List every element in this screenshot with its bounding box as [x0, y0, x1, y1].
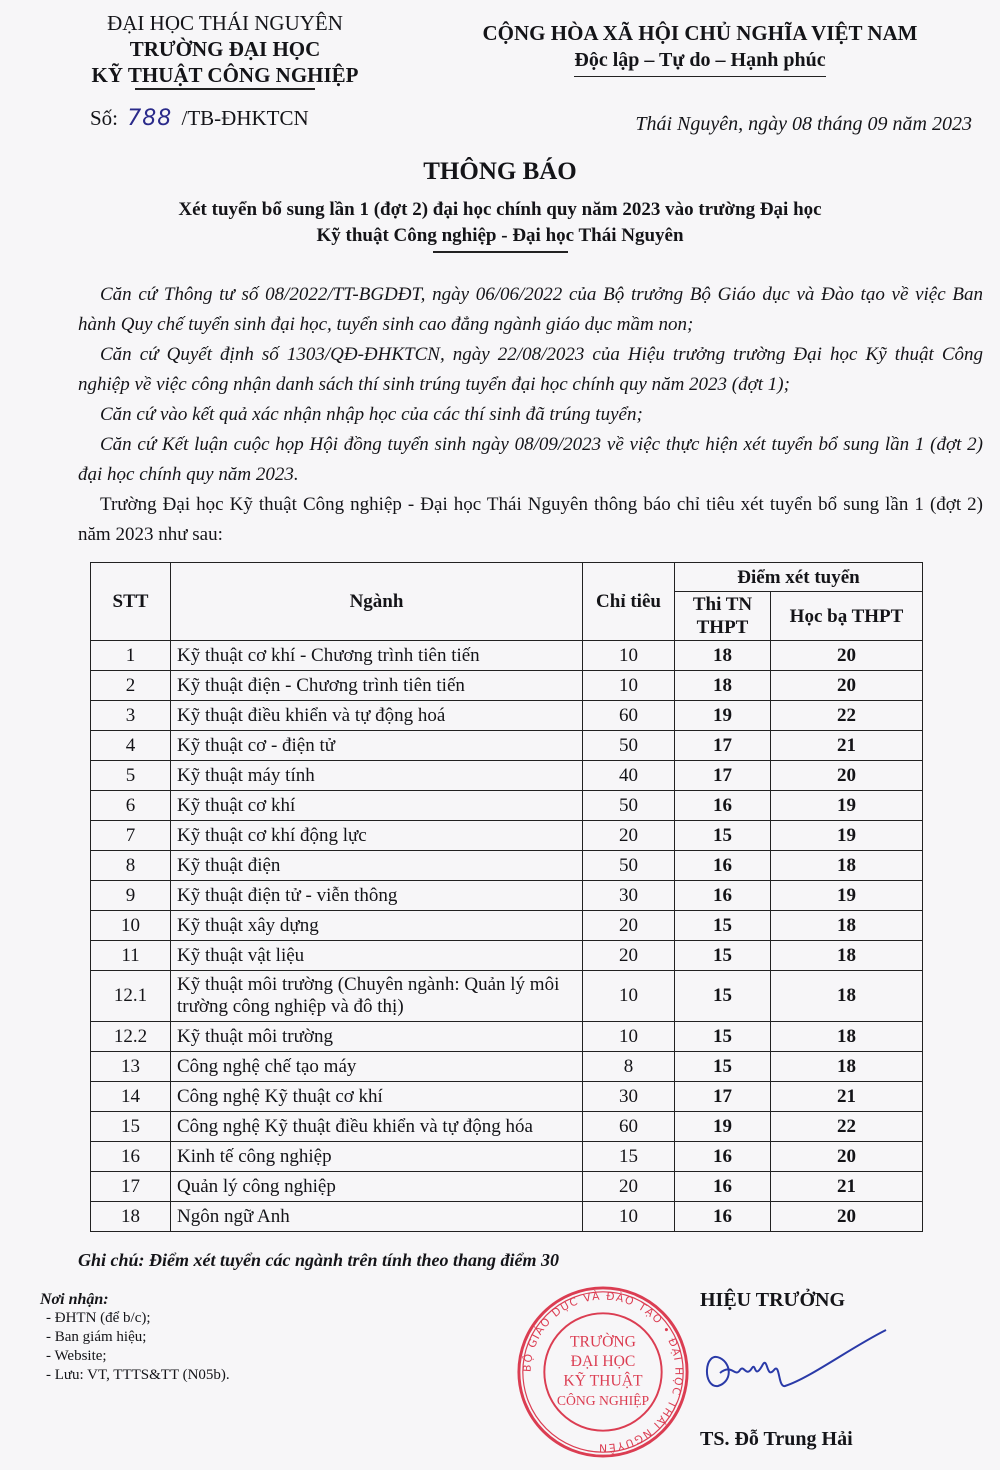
- cell-thi-tn: 16: [675, 1142, 771, 1172]
- signatory-name: TS. Đỗ Trung Hải: [700, 1428, 853, 1450]
- table-row: [91, 1082, 923, 1112]
- table-row: [91, 701, 923, 731]
- cell-nganh: Kỹ thuật vật liệu: [171, 941, 583, 971]
- col-header-diem-xet-tuyen: Điểm xét tuyển: [675, 563, 923, 592]
- cell-hoc-ba: 19: [771, 881, 923, 911]
- cell-chi-tieu: 10: [583, 1022, 675, 1052]
- cell-nganh: Công nghệ chế tạo máy: [171, 1052, 583, 1082]
- cell-stt: 4: [91, 731, 171, 761]
- cell-chi-tieu: 30: [583, 1082, 675, 1112]
- cell-hoc-ba: 20: [771, 641, 923, 671]
- cell-nganh: Kỹ thuật cơ khí: [171, 791, 583, 821]
- col-header-nganh: Ngành: [171, 563, 583, 641]
- cell-nganh: Kỹ thuật cơ khí động lực: [171, 821, 583, 851]
- cell-chi-tieu: 50: [583, 851, 675, 881]
- header-left-underline: [135, 88, 315, 90]
- legal-basis-2: Căn cứ Quyết định số 1303/QĐ-ĐHKTCN, ngày 22/08/2023 của Hiệu trưởng trường Đại học Kỹ thuật Công nghiệp về việc công nhận danh sách thí sinh trúng tuyển đại học chính quy năm 2023 (đợt 1);: [78, 344, 983, 395]
- admission-table: [90, 562, 923, 1232]
- legal-basis-3: Căn cứ vào kết quả xác nhận nhập học của các thí sinh đã trúng tuyển;: [100, 404, 643, 425]
- parent-org: ĐẠI HỌC THÁI NGUYÊN: [107, 11, 343, 35]
- cell-nganh: Ngôn ngữ Anh: [171, 1202, 583, 1232]
- issuing-authority: [40, 10, 410, 90]
- cell-chi-tieu: 60: [583, 701, 675, 731]
- cell-thi-tn: 15: [675, 1052, 771, 1082]
- seal-inner-line: CÔNG NGHIỆP: [556, 1393, 650, 1409]
- table-row: [91, 1142, 923, 1172]
- cell-chi-tieu: 50: [583, 731, 675, 761]
- cell-thi-tn: 16: [675, 791, 771, 821]
- document-subtitle: [50, 197, 950, 253]
- cell-nganh: Kỹ thuật cơ - điện tử: [171, 731, 583, 761]
- cell-hoc-ba: 18: [771, 941, 923, 971]
- announcement-intro: Trường Đại học Kỹ thuật Công nghiệp - Đại học Thái Nguyên thông báo chỉ tiêu xét tuyển bổ sung lần 1 (đợt 2) năm 2023 như sau:: [78, 494, 983, 545]
- table-row: [91, 1022, 923, 1052]
- document-number-suffix: /TB-ĐHKTCN: [181, 106, 309, 130]
- cell-chi-tieu: 20: [583, 821, 675, 851]
- table-row: [91, 761, 923, 791]
- cell-thi-tn: 19: [675, 1112, 771, 1142]
- cell-stt: 18: [91, 1202, 171, 1232]
- table-row: [91, 1112, 923, 1142]
- cell-nganh: Kỹ thuật điện - Chương trình tiên tiến: [171, 671, 583, 701]
- table-row: [91, 671, 923, 701]
- cell-chi-tieu: 60: [583, 1112, 675, 1142]
- cell-hoc-ba: 18: [771, 1022, 923, 1052]
- document-number-value: 788: [127, 106, 173, 131]
- cell-stt: 13: [91, 1052, 171, 1082]
- cell-hoc-ba: 22: [771, 701, 923, 731]
- cell-stt: 8: [91, 851, 171, 881]
- cell-stt: 3: [91, 701, 171, 731]
- cell-hoc-ba: 21: [771, 1082, 923, 1112]
- subtitle-line1: Xét tuyển bổ sung lần 1 (đợt 2) đại học chính quy năm 2023 vào trường Đại học: [178, 199, 822, 220]
- cell-stt: 14: [91, 1082, 171, 1112]
- cell-chi-tieu: 10: [583, 1202, 675, 1232]
- cell-hoc-ba: 20: [771, 1142, 923, 1172]
- cell-nganh: Kỹ thuật điều khiển và tự động hoá: [171, 701, 583, 731]
- cell-thi-tn: 15: [675, 971, 771, 1022]
- cell-thi-tn: 16: [675, 851, 771, 881]
- cell-nganh: Kỹ thuật điện: [171, 851, 583, 881]
- table-row: [91, 941, 923, 971]
- cell-stt: 15: [91, 1112, 171, 1142]
- cell-hoc-ba: 18: [771, 1052, 923, 1082]
- cell-thi-tn: 16: [675, 1202, 771, 1232]
- recipient-item: - Ban giám hiệu;: [46, 1329, 147, 1345]
- cell-hoc-ba: 20: [771, 671, 923, 701]
- table-row: [91, 851, 923, 881]
- cell-hoc-ba: 20: [771, 761, 923, 791]
- cell-thi-tn: 16: [675, 881, 771, 911]
- cell-stt: 11: [91, 941, 171, 971]
- cell-thi-tn: 15: [675, 941, 771, 971]
- cell-nganh: Kỹ thuật máy tính: [171, 761, 583, 791]
- recipients-heading: Nơi nhận:: [40, 1291, 109, 1308]
- cell-thi-tn: 17: [675, 731, 771, 761]
- seal-outer-text: BỘ GIÁO DỤC VÀ ĐÀO TẠO • ĐẠI HỌC THÁI NGUYÊN: [520, 1289, 686, 1455]
- cell-thi-tn: 15: [675, 1022, 771, 1052]
- subtitle-underline: [433, 251, 568, 253]
- handwritten-signature: [700, 1318, 890, 1418]
- cell-hoc-ba: 18: [771, 911, 923, 941]
- cell-hoc-ba: 20: [771, 1202, 923, 1232]
- cell-hoc-ba: 22: [771, 1112, 923, 1142]
- issue-date: Thái Nguyên, ngày 08 tháng 09 năm 2023: [635, 113, 972, 135]
- table-row: [91, 731, 923, 761]
- cell-nganh: Kinh tế công nghiệp: [171, 1142, 583, 1172]
- cell-chi-tieu: 20: [583, 941, 675, 971]
- table-row: [91, 821, 923, 851]
- cell-stt: 6: [91, 791, 171, 821]
- seal-inner-line: TRƯỜNG: [570, 1333, 636, 1351]
- cell-thi-tn: 19: [675, 701, 771, 731]
- footnote: Ghi chú: Điểm xét tuyển các ngành trên tính theo thang điểm 30: [78, 1250, 560, 1270]
- cell-stt: 12.2: [91, 1022, 171, 1052]
- cell-nganh: Kỹ thuật môi trường: [171, 1022, 583, 1052]
- col-header-stt: STT: [91, 563, 171, 641]
- document-number-label: Số:: [90, 106, 119, 130]
- national-motto: [430, 20, 970, 77]
- legal-basis-4: Căn cứ Kết luận cuộc họp Hội đồng tuyển sinh ngày 08/09/2023 về việc thực hiện xét tuyển bổ sung lần 1 (đợt 2) đại học chính quy năm 2023.: [78, 434, 983, 485]
- cell-chi-tieu: 8: [583, 1052, 675, 1082]
- cell-nganh: Kỹ thuật cơ khí - Chương trình tiên tiến: [171, 641, 583, 671]
- subtitle-line2: Kỹ thuật Công nghiệp - Đại học Thái Nguyên: [316, 225, 684, 246]
- recipient-item: - Lưu: VT, TTTS&TT (N05b).: [46, 1367, 230, 1383]
- table-row: [91, 911, 923, 941]
- col-header-thi-tn: Thi TN THPT: [675, 592, 771, 641]
- cell-nganh: Kỹ thuật môi trường (Chuyên ngành: Quản lý môi trường công nghiệp và đô thị): [171, 971, 583, 1022]
- cell-thi-tn: 15: [675, 821, 771, 851]
- recipients: [40, 1290, 230, 1385]
- cell-hoc-ba: 21: [771, 731, 923, 761]
- table-row: [91, 881, 923, 911]
- cell-hoc-ba: 21: [771, 1172, 923, 1202]
- cell-thi-tn: 17: [675, 761, 771, 791]
- cell-nganh: Công nghệ Kỹ thuật điều khiển và tự động hóa: [171, 1112, 583, 1142]
- cell-chi-tieu: 40: [583, 761, 675, 791]
- school-name-line1: TRƯỜNG ĐẠI HỌC: [129, 37, 321, 61]
- cell-hoc-ba: 18: [771, 971, 923, 1022]
- motto: Độc lập – Tự do – Hạnh phúc: [574, 47, 825, 77]
- cell-chi-tieu: 30: [583, 881, 675, 911]
- cell-thi-tn: 17: [675, 1082, 771, 1112]
- cell-stt: 5: [91, 761, 171, 791]
- table-row: [91, 1172, 923, 1202]
- cell-nganh: Kỹ thuật xây dựng: [171, 911, 583, 941]
- cell-chi-tieu: 50: [583, 791, 675, 821]
- cell-hoc-ba: 18: [771, 851, 923, 881]
- preamble: [78, 280, 983, 558]
- table-row: [91, 1202, 923, 1232]
- cell-chi-tieu: 10: [583, 971, 675, 1022]
- table-row: [91, 791, 923, 821]
- table-row: [91, 641, 923, 671]
- cell-chi-tieu: 20: [583, 911, 675, 941]
- table-row: [91, 971, 923, 1022]
- cell-thi-tn: 18: [675, 671, 771, 701]
- cell-chi-tieu: 20: [583, 1172, 675, 1202]
- cell-hoc-ba: 19: [771, 791, 923, 821]
- cell-thi-tn: 15: [675, 911, 771, 941]
- cell-stt: 12.1: [91, 971, 171, 1022]
- cell-stt: 2: [91, 671, 171, 701]
- country-name: CỘNG HÒA XÃ HỘI CHỦ NGHĨA VIỆT NAM: [482, 21, 918, 45]
- cell-thi-tn: 16: [675, 1172, 771, 1202]
- cell-chi-tieu: 15: [583, 1142, 675, 1172]
- cell-stt: 9: [91, 881, 171, 911]
- legal-basis-1: Căn cứ Thông tư số 08/2022/TT-BGDĐT, ngày 06/06/2022 của Bộ trưởng Bộ Giáo dục và Đào tạo về việc Ban hành Quy chế tuyển sinh đại học, tuyển sinh cao đẳng ngành giáo dục mầm non;: [78, 284, 983, 335]
- cell-stt: 16: [91, 1142, 171, 1172]
- cell-stt: 17: [91, 1172, 171, 1202]
- col-header-hoc-ba: Học bạ THPT: [771, 592, 923, 641]
- table-row: [91, 1052, 923, 1082]
- document-number: [90, 106, 309, 131]
- seal-inner-line: ĐẠI HỌC: [570, 1353, 636, 1371]
- recipient-item: - Website;: [46, 1348, 107, 1364]
- cell-stt: 1: [91, 641, 171, 671]
- cell-chi-tieu: 10: [583, 671, 675, 701]
- cell-thi-tn: 18: [675, 641, 771, 671]
- cell-chi-tieu: 10: [583, 641, 675, 671]
- cell-nganh: Công nghệ Kỹ thuật cơ khí: [171, 1082, 583, 1112]
- cell-nganh: Kỹ thuật điện tử - viễn thông: [171, 881, 583, 911]
- signatory-title: HIỆU TRƯỞNG: [700, 1289, 846, 1311]
- seal-inner-line: KỸ THUẬT: [563, 1372, 643, 1390]
- school-name-line2: KỸ THUẬT CÔNG NGHIỆP: [91, 63, 359, 87]
- cell-stt: 7: [91, 821, 171, 851]
- document-title: THÔNG BÁO: [423, 158, 577, 185]
- cell-nganh: Quản lý công nghiệp: [171, 1172, 583, 1202]
- cell-hoc-ba: 19: [771, 821, 923, 851]
- official-seal: [515, 1284, 691, 1460]
- cell-stt: 10: [91, 911, 171, 941]
- col-header-chi-tieu: Chỉ tiêu: [583, 563, 675, 641]
- recipient-item: - ĐHTN (để b/c);: [46, 1310, 151, 1326]
